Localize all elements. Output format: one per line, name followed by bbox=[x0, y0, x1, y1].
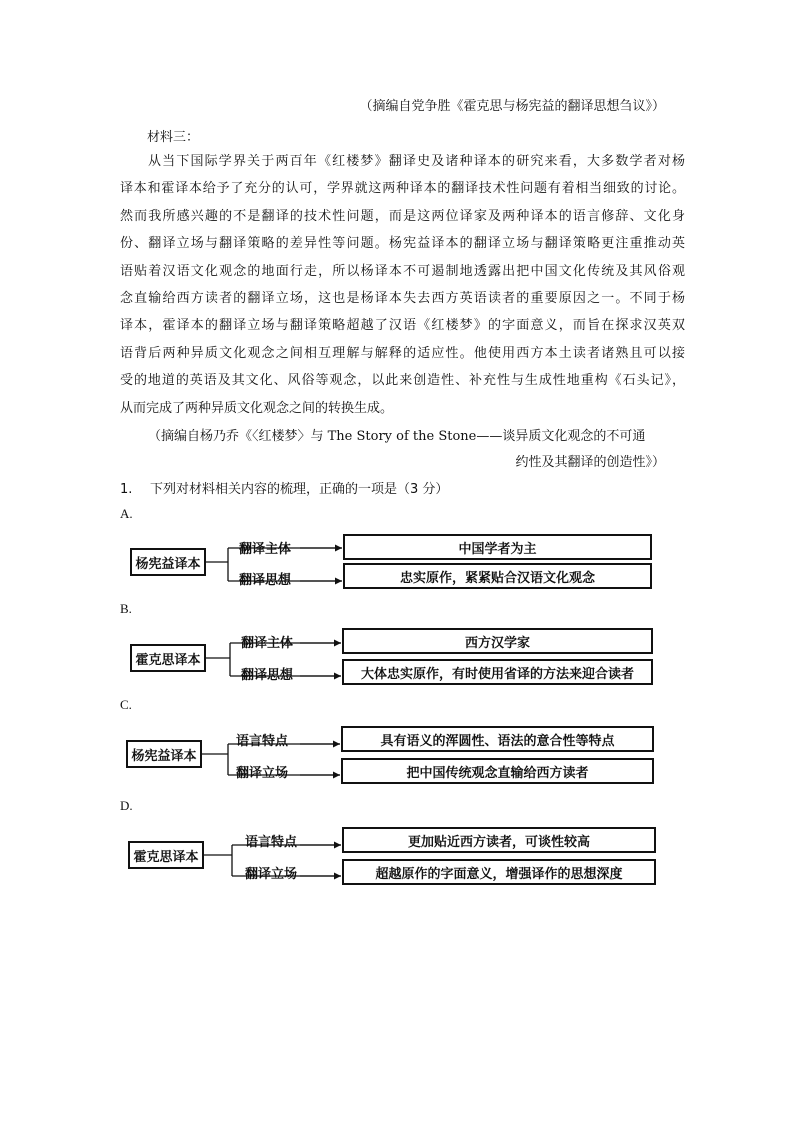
paragraph-line: 译本，霍译本的翻译立场与翻译策略超越了汉语《红楼梦》的字面意义，而旨在探求汉英双 bbox=[120, 318, 685, 334]
option-a-root-box: 杨宪益译本 bbox=[130, 548, 206, 576]
option-c-branch-1-box: 具有语义的浑圆性、语法的意合性等特点 bbox=[341, 726, 654, 752]
paragraph-line: 份、翻译立场与翻译策略的差异性等问题。杨宪益译本的翻译立场与翻译策略更注重推动英 bbox=[120, 236, 685, 252]
option-b-branch-2-label: 翻译思想 bbox=[241, 668, 294, 683]
option-b-branch-1-box: 西方汉学家 bbox=[342, 628, 653, 654]
paragraph-line: 受的地道的英语及其文化、风俗等观念，以此来创造性、补充性与生成性地重构《石头记》， bbox=[120, 373, 685, 389]
option-d-branch-2-label: 翻译立场 bbox=[245, 867, 298, 882]
paragraph-line: 然而我所感兴趣的不是翻译的技术性问题，而是这两位译家及两种译本的语言修辞、文化身 bbox=[120, 208, 685, 224]
paragraph-line: 念直输给西方读者的翻译立场，这也是杨译本失去西方英语读者的重要原因之一。不同于杨 bbox=[120, 290, 685, 306]
option-b-branch-1-label: 翻译主体 bbox=[241, 636, 294, 651]
citation-bottom-line-1: （摘编自杨乃乔《〈红楼梦〉与 The Story of the Stone——谈异质文化观念的不可通 bbox=[148, 429, 646, 444]
option-b-label: B. bbox=[120, 601, 132, 616]
paragraph-line: 从而完成了两种异质文化观念之间的转换生成。 bbox=[120, 400, 394, 416]
option-a-branch-2-box: 忠实原作，紧紧贴合汉语文化观念 bbox=[343, 563, 652, 589]
option-c-root-box: 杨宪益译本 bbox=[126, 740, 202, 768]
paragraph-line: 从当下国际学界关于两百年《红楼梦》翻译史及诸种译本的研究来看，大多数学者对杨 bbox=[148, 154, 685, 169]
question-1 bbox=[120, 478, 448, 497]
option-c-branch-2-box: 把中国传统观念直输给西方读者 bbox=[341, 758, 654, 784]
paragraph-line: 语背后两种异质文化观念之间相互理解与解释的适应性。他使用西方本土读者诸熟且可以接 bbox=[120, 345, 685, 361]
material-3-title: 材料三： bbox=[147, 130, 200, 145]
material-3-paragraph bbox=[120, 148, 685, 422]
option-b-branch-2-box: 大体忠实原作，有时使用省译的方法来迎合读者 bbox=[342, 659, 653, 685]
option-c-label: C. bbox=[120, 697, 132, 712]
option-c-branch-2-label: 翻译立场 bbox=[236, 766, 289, 781]
option-a-label: A. bbox=[120, 506, 133, 521]
citation-bottom-line-2: 约性及其翻译的创造性》） bbox=[515, 455, 665, 470]
option-a-branch-1-label: 翻译主体 bbox=[239, 542, 292, 557]
option-a-branch-1-box: 中国学者为主 bbox=[343, 534, 652, 560]
option-d-label: D. bbox=[120, 798, 133, 813]
paragraph-line: 语贴着汉语文化观念的地面行走，所以杨译本不可遏制地透露出把中国文化传统及其风俗观 bbox=[120, 263, 685, 279]
question-number: 1. bbox=[120, 482, 133, 497]
option-c-branch-1-label: 语言特点 bbox=[236, 734, 289, 749]
question-text: 下列对材料相关内容的梳理，正确的一项是（3 分） bbox=[150, 482, 449, 497]
option-b-root-box: 霍克思译本 bbox=[130, 644, 206, 672]
citation-bottom bbox=[120, 424, 675, 476]
paragraph-line: 译本和霍译本给予了充分的认可，学界就这两种译本的翻译技术性问题有着相当细致的讨论。 bbox=[120, 181, 685, 197]
option-d-root-box: 霍克思译本 bbox=[128, 841, 204, 869]
option-d-branch-2-box: 超越原作的字面意义，增强译作的思想深度 bbox=[342, 859, 656, 885]
option-a-branch-2-label: 翻译思想 bbox=[239, 573, 292, 588]
option-d-branch-1-box: 更加贴近西方读者，可谈性较高 bbox=[342, 827, 656, 853]
option-d-branch-1-label: 语言特点 bbox=[245, 835, 298, 850]
citation-top: （摘编自党争胜《霍克思与杨宪益的翻译思想刍议》） bbox=[359, 99, 665, 114]
